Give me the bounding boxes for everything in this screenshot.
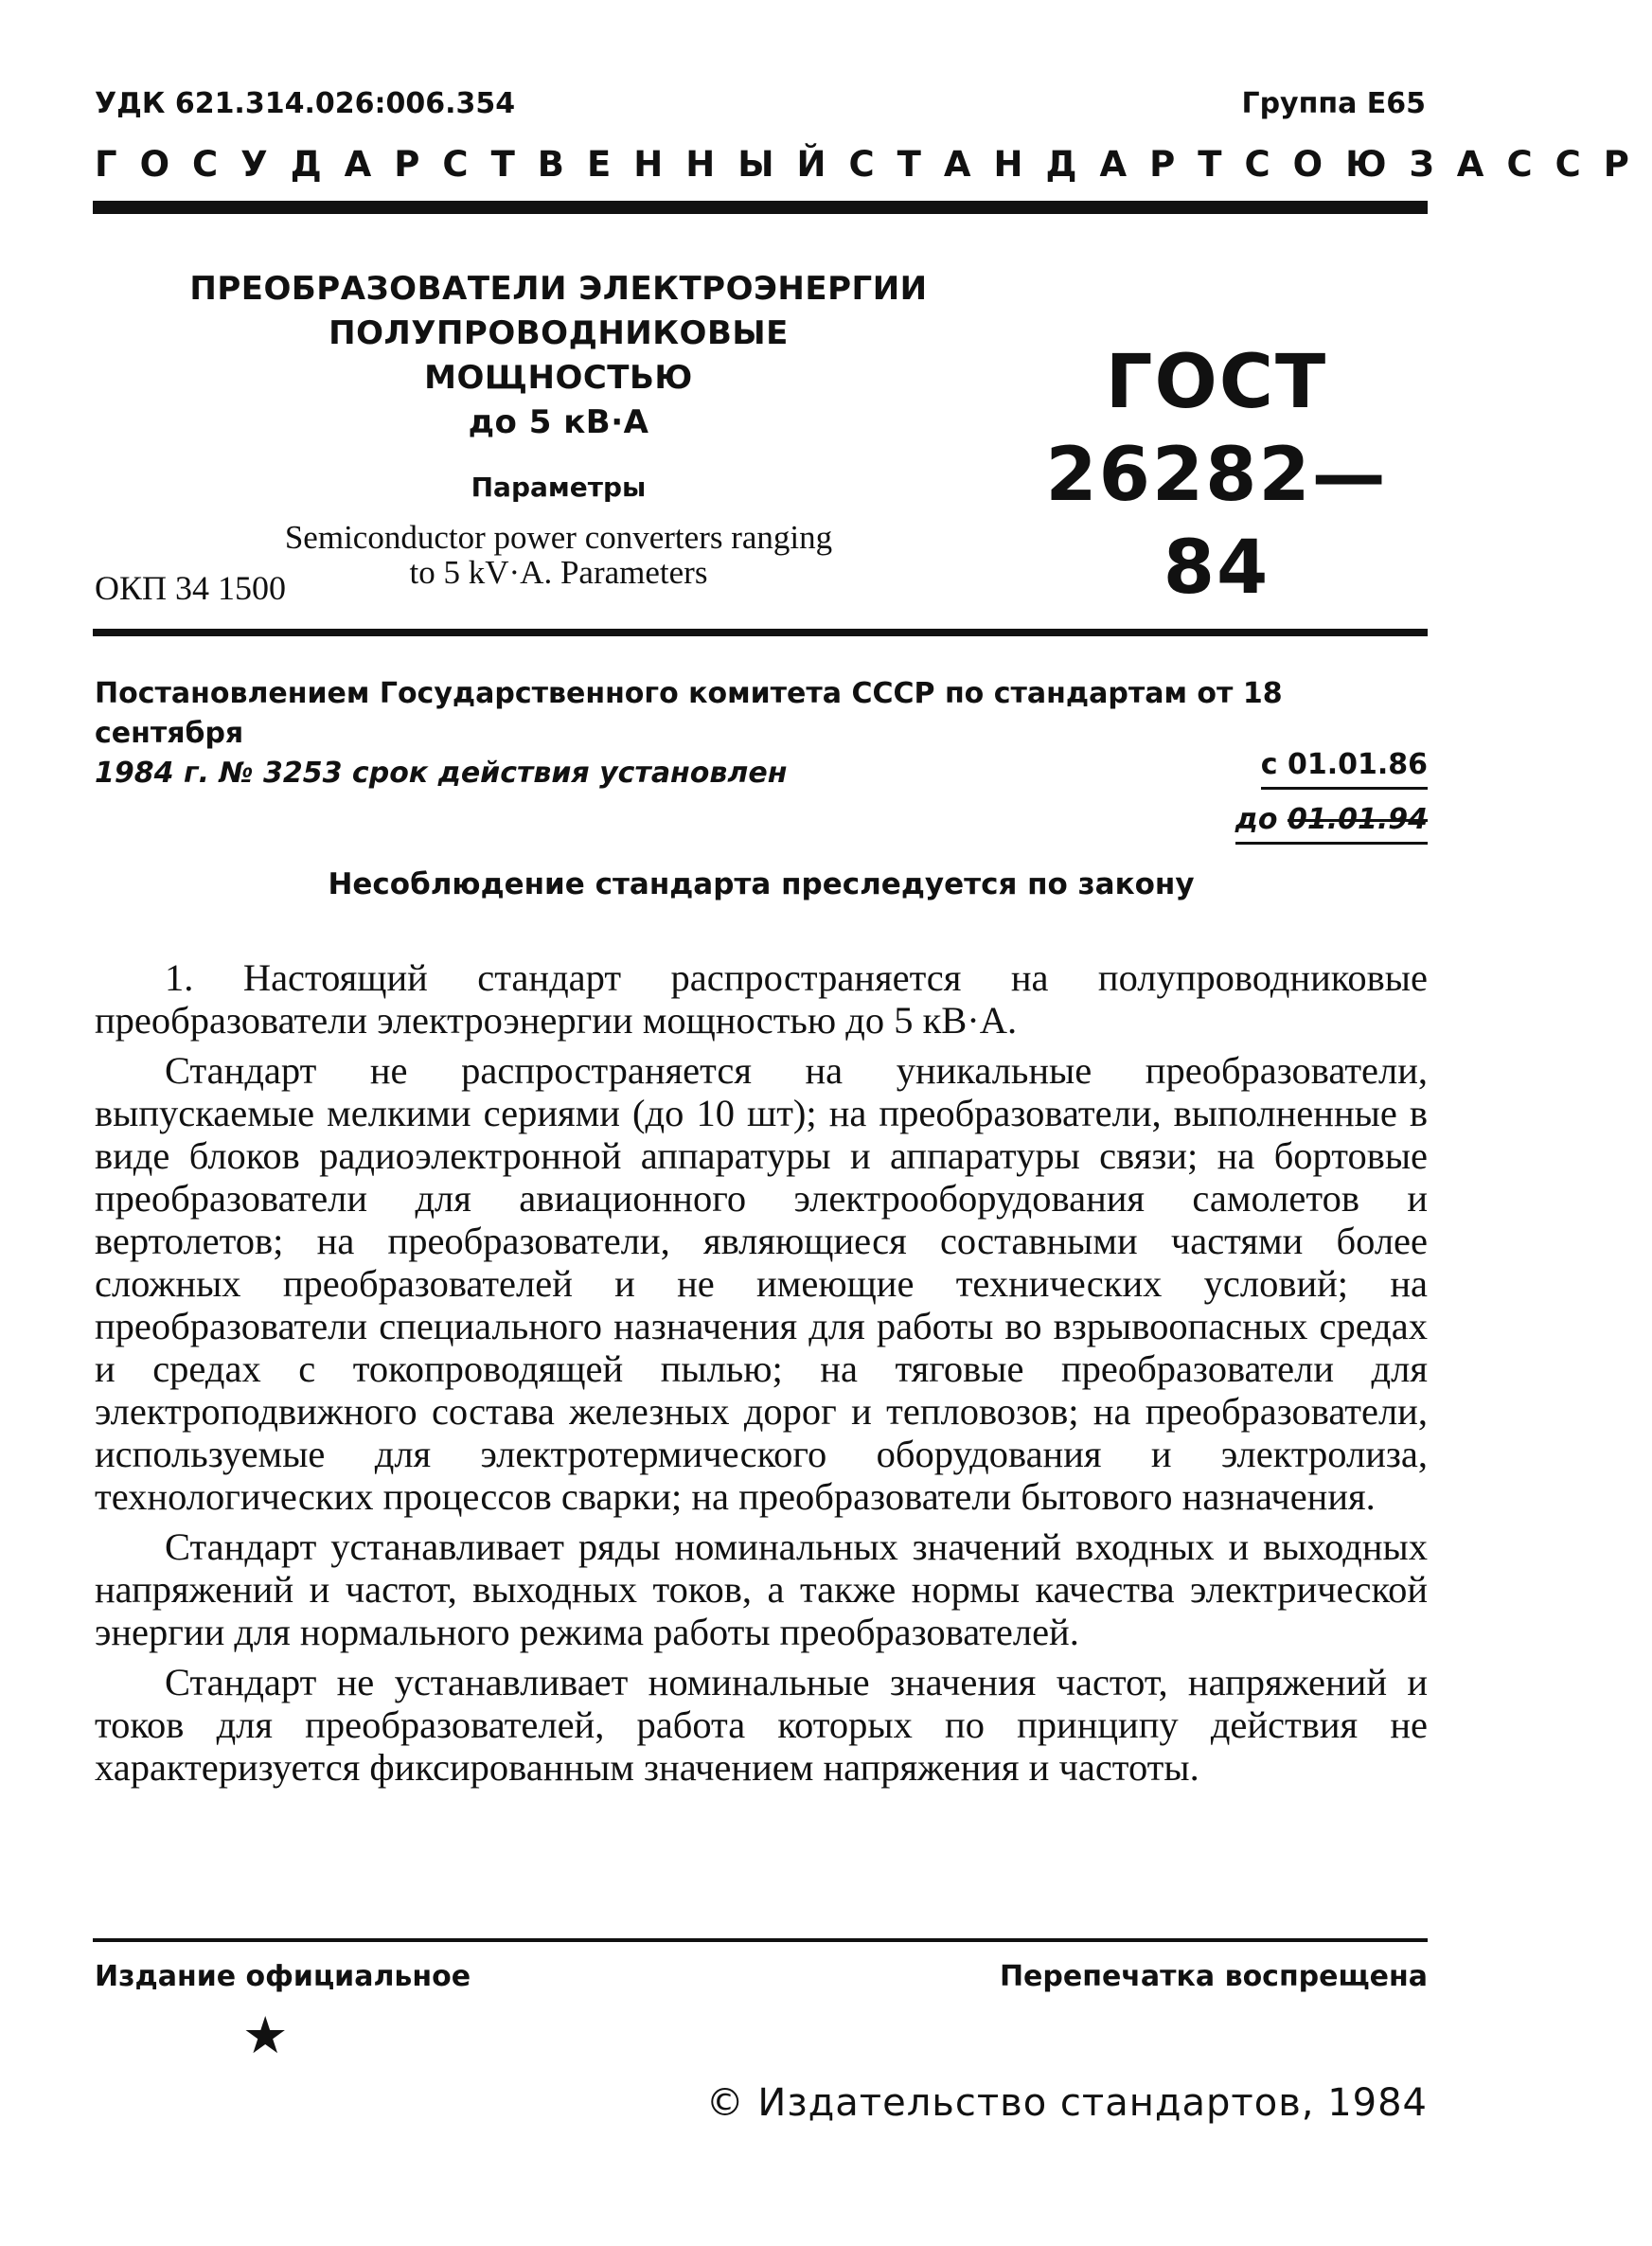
decree-line-1: Постановлением Государственного комитета СССР по стандартам от 18 сентября (95, 677, 1283, 750)
law-warning: Несоблюдение стандарта преследуется по закону (328, 867, 1195, 901)
gost-label: ГОСТ (1105, 340, 1328, 425)
state-standard-heading (95, 140, 1652, 187)
english-title-line-2: to 5 kV·A. Parameters (409, 554, 708, 591)
title-subtitle: Параметры (471, 472, 647, 503)
gost-designation (1027, 336, 1406, 615)
paragraph-2: Стандарт не распространяется на уникальные преобразователи, выпускаемые мелкими сериями (до 10 шт); на преобразователи, выполненные в виде блоков радиоэлектронной аппаратуры и аппаратуры связи; на бортовые преобразователи для авиационного электрооборудования самолетов и вертолетов; на преобразователи, являющиеся составными частями более сложных преобразователей и не имеющие технических условий; на преобразователи специального назначения для работы во взрывоопасных средах и средах с токопроводящей пылью; на тяговые преобразователи для электроподвижного состава железных дорог и тепловозов; на преобразователи, используемые для электротермического оборудования и электролиза, технологических процессов сварки; на преобразователи бытового назначения. (95, 1049, 1428, 1518)
gost-number: 26282—84 (1045, 433, 1388, 611)
body-text (95, 956, 1428, 1796)
heading-word-4: ССР (1506, 143, 1652, 185)
decree-line-2: 1984 г. № 3253 срок действия установлен (95, 757, 788, 790)
english-title-line-1: Semiconductor power converters ranging (284, 519, 833, 556)
paragraph-4: Стандарт не устанавливает номинальные значения частот, напряжений и токов для преобразователей, работа которых по принципу действия не характеризуется фиксированным значением напряжения и частоты. (95, 1661, 1428, 1789)
footer-rule (93, 1938, 1428, 1942)
document-title-block (189, 267, 928, 590)
paragraph-1: 1. Настоящий стандарт распространяется на полупроводниковые преобразователи электроэнергии мощностью до 5 кВ·А. (95, 956, 1428, 1042)
title-line-3: до 5 кВ·А (468, 403, 649, 441)
title-line-1: ПРЕОБРАЗОВАТЕЛИ ЭЛЕКТРОЭНЕРГИИ (189, 270, 928, 308)
group-code: Группа Е65 (1241, 87, 1426, 120)
english-title (189, 520, 928, 590)
title-rule (93, 629, 1428, 636)
decree-text (95, 674, 1428, 793)
paragraph-3: Стандарт устанавливает ряды номинальных значений входных и выходных напряжений и частот, выходных токов, а также нормы качества электрической энергии для нормального режима работы преобразователей. (95, 1525, 1428, 1653)
effective-until-date (1235, 803, 1428, 845)
heading-word-3: СОЮЗА (1244, 143, 1507, 185)
okp-code: ОКП 34 1500 (95, 569, 287, 607)
header-rule (93, 201, 1428, 214)
publisher-copyright: © Издательство стандартов, 1984 (705, 2081, 1428, 2125)
official-edition-label: Издание официальное (95, 1960, 471, 1993)
star-icon: ★ (242, 2005, 289, 2065)
until-prefix: до (1235, 803, 1278, 836)
title-line-2: ПОЛУПРОВОДНИКОВЫЕ МОЩНОСТЬЮ (329, 314, 789, 397)
effective-from-date: с 01.01.86 (1261, 748, 1428, 790)
reprint-prohibited-label: Перепечатка воспрещена (999, 1960, 1428, 1993)
until-value: 01.01.94 (1287, 803, 1428, 836)
heading-word-2: СТАНДАРТ (848, 143, 1245, 185)
heading-word-1: ГОСУДАРСТВЕННЫЙ (95, 143, 849, 185)
udk-code: УДК 621.314.026:006.354 (95, 87, 516, 120)
